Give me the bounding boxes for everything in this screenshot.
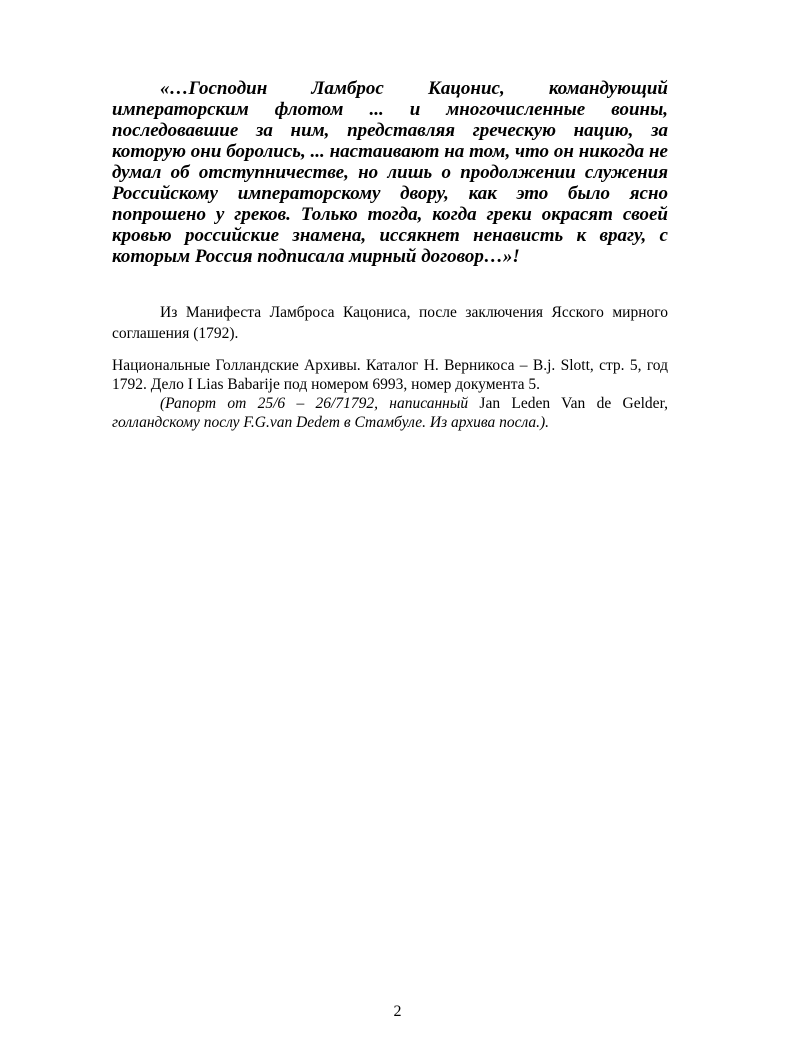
manifesto-quote: «…Господин Ламброс Кацонис, командующий императорским флотом ... и многочисленные воины, последовавшие за ним, представляя греческую нацию, за которую они боролись, ... настаивают на том, что он никогда не думал об отступничестве, но лишь о продолжении служения Российскому императорскому двору, как это было ясно попрошено у греков. Только тогда, когда греки окрасят своей кровью российские знамена, иссякнет ненависть к врагу, с которым Россия подписала мирный договор…»! (112, 78, 668, 267)
source-attribution: Из Манифеста Ламброса Кацониса, после заключения Ясского мирного соглашения (1792). (112, 304, 668, 342)
report-text-italic-2: голландскому послу F.G.van Dedem в Стамбуле. Из архива посла.). (112, 414, 550, 431)
page-number: 2 (393, 1003, 402, 1020)
report-reference (112, 394, 668, 432)
report-author-name: Jan Leden Van de Gelder, (468, 395, 668, 412)
report-text-italic-1: (Рапорт от 25/6 – 26/71792, написанный (160, 395, 469, 412)
archive-reference: Национальные Голландские Архивы. Каталог Н. Верникоса – B.j. Slott, стр. 5, год 1792. Дело I Lias Babarije под номером 6993, номер документа 5. (112, 357, 668, 393)
